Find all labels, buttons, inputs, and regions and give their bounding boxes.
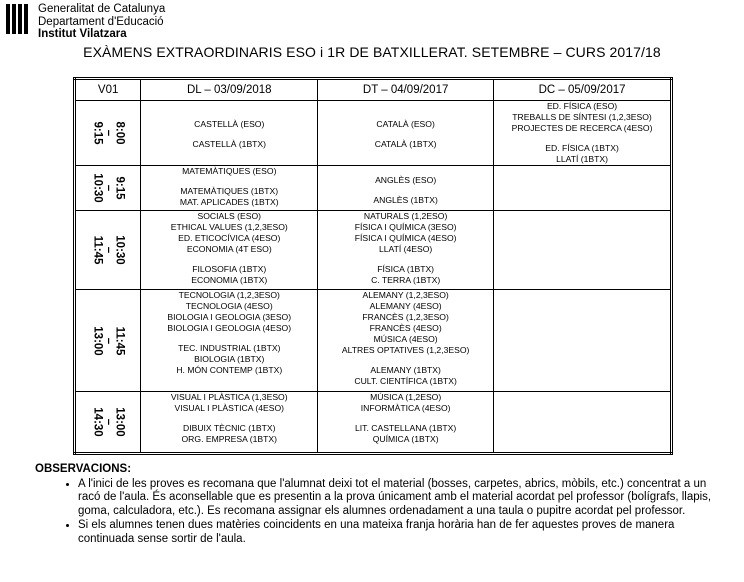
- exam-cell: [318, 290, 494, 392]
- exam-cell: [318, 392, 494, 454]
- exam-subject: NATURALS (1,2ESO): [363, 211, 448, 221]
- exam-cell: [141, 211, 318, 290]
- time-slot-row: [75, 166, 672, 211]
- spacer: [141, 110, 317, 119]
- spacer: [318, 130, 493, 139]
- spacer: [141, 414, 317, 423]
- time-sep: –: [102, 184, 115, 192]
- exam-subject: VISUAL I PLÀSTICA (4ESO): [174, 403, 285, 413]
- school-name: Institut Vilatzara: [38, 28, 127, 40]
- exam-cell: [141, 101, 318, 166]
- exam-subject: DIBUIX TÈCNIC (1BTX): [183, 423, 276, 433]
- time-slot-row: [75, 290, 672, 392]
- observation-item: • A l'inici de les proves es recomana que l'alumnat deixi tot el material (bosses, carpetes, abrics, mòbils, etc.) concentrat a un racó de l'aula. És aconsellable que es presentin a la prova únicament amb el material acordat pel professor (bolígrafs, llapis, goma, calculadora, etc.). Es recomana assignar els alumnes ordenadament a una taula o pupitre acordat pel professor.: [78, 478, 730, 519]
- time-end: 11:45: [91, 235, 104, 265]
- page-title: EXÀMENS EXTRAORDINARIS ESO i 1R DE BATXILLERAT. SETEMBRE – CURS 2017/18: [83, 44, 661, 60]
- exam-subject: C. TERRA (1BTX): [371, 275, 441, 285]
- time-start: 9:15: [113, 176, 126, 200]
- observation-item: • Si els alumnes tenen dues matèries coincidents en una mateixa franja horària han de fer aquestes proves de manera continuada sense sortir de l'aula.: [78, 519, 730, 546]
- exam-subject: LIT. CASTELLANA (1BTX): [355, 423, 457, 433]
- exam-subject: ANGLÈS (ESO): [375, 175, 437, 185]
- exam-cell: [141, 166, 318, 211]
- exam-subject: TEC. INDUSTRIAL (1BTX): [178, 343, 281, 353]
- generalitat-logo-icon: [6, 4, 28, 34]
- observations-list: [30, 478, 730, 547]
- spacer: [318, 186, 493, 195]
- exam-cell: [141, 392, 318, 454]
- exam-subject: BIOLOGIA (1BTX): [194, 354, 265, 364]
- day-header: DT – 04/09/2017: [318, 79, 494, 101]
- exam-subject: H. MÓN CONTEMP (1BTX): [176, 365, 283, 375]
- exam-subject: VISUAL I PLÀSTICA (1,3ESO): [170, 392, 288, 402]
- time-slot-row: [75, 392, 672, 454]
- exam-subject: ECONOMIA (1BTX): [191, 275, 268, 285]
- time-slot: [75, 290, 141, 392]
- exam-subject: FÍSICA I QUÍMICA (4ESO): [354, 233, 457, 243]
- spacer: [318, 356, 493, 365]
- observations-section: [30, 463, 730, 546]
- spacer: [318, 255, 493, 264]
- time-sep: –: [102, 337, 115, 344]
- exam-cell: [494, 166, 672, 211]
- exam-subject: CASTELLÀ (ESO): [194, 119, 265, 129]
- spacer: [318, 166, 493, 175]
- exam-cell: [494, 392, 672, 454]
- time-slot: [75, 166, 141, 211]
- exam-subject: MAT. APLICADES (1BTX): [179, 197, 279, 207]
- time-slot-row: [75, 101, 672, 166]
- time-end: 14:30: [91, 407, 104, 437]
- exam-cell: [318, 166, 494, 211]
- exam-subject: ED. ETICOCÍVICA (4ESO): [178, 233, 281, 243]
- exam-subject: CATALÀ (1BTX): [374, 139, 437, 149]
- exam-subject: SOCIALS (ESO): [197, 211, 262, 221]
- exam-subject: ALEMANY (1,2,3ESO): [362, 290, 449, 300]
- time-slot: [75, 211, 141, 290]
- exam-subject: BIOLOGIA I GEOLOGIA (3ESO): [167, 312, 292, 322]
- exam-subject: ETHICAL VALUES (1,2,3ESO): [170, 222, 288, 232]
- time-slot-row: [75, 211, 672, 290]
- spacer: [141, 255, 317, 264]
- exam-subject: CATALÀ (ESO): [376, 119, 435, 129]
- exam-subject: FRANCÈS (4ESO): [369, 323, 442, 333]
- spacer: [318, 110, 493, 119]
- exam-subject: TECNOLOGIA (4ESO): [185, 301, 273, 311]
- spacer: [141, 101, 317, 110]
- time-range-label: [92, 235, 125, 264]
- exam-cell: [494, 290, 672, 392]
- time-start: 13:00: [113, 407, 126, 437]
- exam-subject: QUÍMICA (1BTX): [372, 434, 439, 444]
- observations-title: OBSERVACIONS:: [35, 463, 132, 475]
- time-range-label: [92, 173, 125, 202]
- exam-subject: MÚSICA (4ESO): [373, 334, 438, 344]
- exam-subject: MATEMÀTIQUES (ESO): [182, 166, 277, 176]
- exam-subject: TECNOLOGIA (1,2,3ESO): [178, 290, 280, 300]
- exam-subject: FÍSICA I QUÍMICA (3ESO): [354, 222, 457, 232]
- spacer: [141, 334, 317, 343]
- time-slot: [75, 392, 141, 454]
- org-line-1: Generalitat de Catalunya: [38, 3, 166, 15]
- exam-subject: MÚSICA (1,2ESO): [370, 392, 442, 402]
- exam-cell: [318, 211, 494, 290]
- spacer: [141, 130, 317, 139]
- exam-subject: ECONOMIA (4T ESO): [186, 244, 272, 254]
- day-header: DL – 03/09/2018: [141, 79, 318, 101]
- exam-cell: [494, 101, 672, 166]
- time-end: 13:00: [91, 325, 104, 356]
- exam-subject: ALEMANY (4ESO): [369, 301, 442, 311]
- exam-subject: ALTRES OPTATIVES (1,2,3ESO): [341, 345, 470, 355]
- exam-subject: ANGLÈS (1BTX): [373, 195, 438, 205]
- time-slot: [75, 101, 141, 166]
- exam-schedule-table: [73, 77, 673, 455]
- day-header: DC – 05/09/2017: [494, 79, 672, 101]
- exam-subject: FRANCÈS (1,2,3ESO): [362, 312, 449, 322]
- exam-subject: BIOLOGIA I GEOLOGIA (4ESO): [167, 323, 292, 333]
- spacer: [318, 414, 493, 423]
- time-start: 8:00: [113, 121, 126, 145]
- org-line-2: Departament d'Educació: [38, 15, 164, 28]
- exam-subject: PROJECTES DE RECERCA (4ESO): [511, 123, 653, 133]
- exam-subject: TREBALLS DE SÍNTESI (1,2,3ESO): [512, 112, 652, 122]
- exam-subject: LLATÍ (4ESO): [378, 244, 433, 254]
- organization-block: [38, 3, 165, 41]
- time-start: 10:30: [113, 235, 126, 265]
- time-sep: –: [102, 129, 115, 137]
- exam-cell: [141, 290, 318, 392]
- time-range-label: [92, 121, 125, 144]
- time-sep: –: [102, 418, 115, 426]
- spacer: [494, 134, 670, 143]
- table-header-row: [75, 79, 672, 101]
- exam-subject: LLATÍ (1BTX): [556, 154, 608, 164]
- time-start: 11:45: [113, 326, 126, 355]
- exam-subject: MATEMÀTIQUES (1BTX): [180, 186, 279, 196]
- time-range-label: [92, 326, 125, 355]
- exam-cell: [318, 101, 494, 166]
- spacer: [141, 177, 317, 186]
- exam-subject: FILOSOFIA (1BTX): [192, 264, 267, 274]
- exam-subject: INFORMÀTICA (4ESO): [360, 403, 451, 413]
- exam-subject: CULT. CIENTÍFICA (1BTX): [354, 376, 457, 386]
- spacer: [318, 101, 493, 110]
- exam-subject: ED. FÍSICA (ESO): [546, 101, 618, 111]
- exam-subject: ED. FÍSICA (1BTX): [545, 143, 619, 153]
- exam-subject: CASTELLÀ (1BTX): [192, 139, 267, 149]
- exam-subject: FÍSICA (1BTX): [377, 264, 435, 274]
- exam-subject: ORG. EMPRESA (1BTX): [181, 434, 278, 444]
- schedule-code: V01: [75, 79, 141, 101]
- time-end: 10:30: [91, 173, 104, 203]
- time-sep: –: [102, 246, 115, 254]
- exam-subject: ALEMANY (1BTX): [370, 365, 441, 375]
- time-end: 9:15: [91, 121, 104, 145]
- exam-cell: [494, 211, 672, 290]
- time-range-label: [92, 407, 125, 436]
